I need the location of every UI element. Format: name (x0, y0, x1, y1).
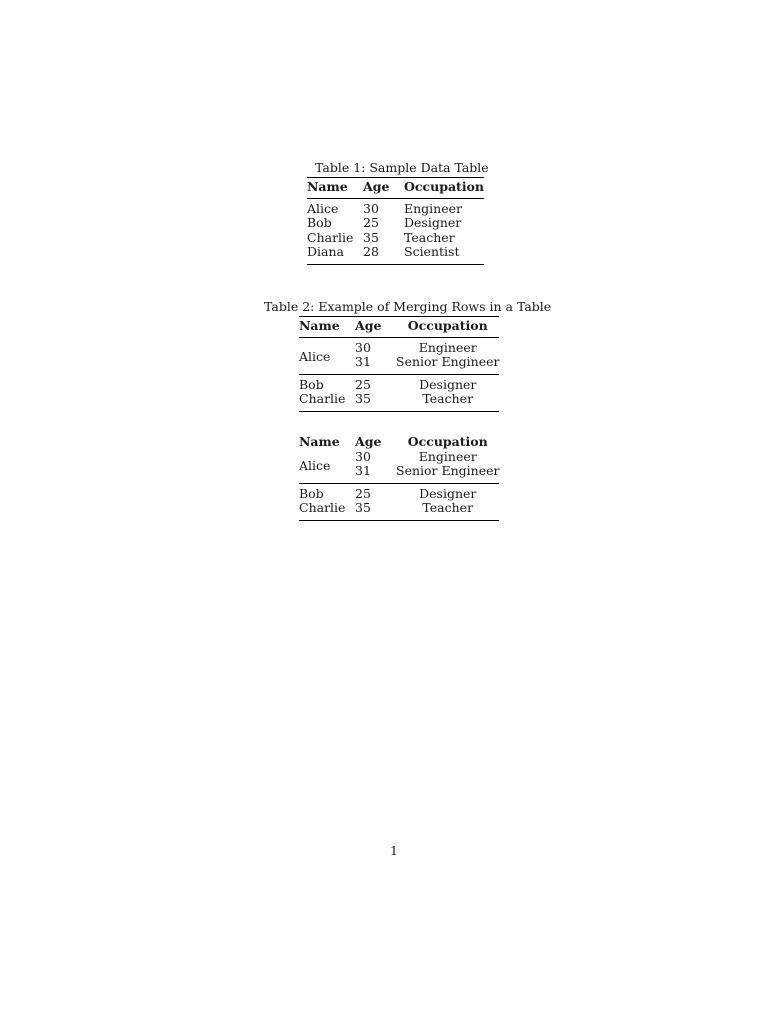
cell-name: Bob (299, 483, 355, 501)
cell-occupation: Teacher (422, 391, 474, 406)
cell-occupation: Designer (419, 485, 477, 501)
table-row (299, 450, 499, 465)
cell-age: 28 (363, 244, 379, 259)
cell-age: 25 (355, 485, 371, 501)
table2-caption: Table 2: Example of Merging Rows in a Table (264, 299, 552, 314)
table2 (299, 316, 499, 412)
cell-age: 25 (355, 376, 371, 392)
cell-age: 35 (355, 500, 371, 515)
cell-name: Diana (307, 244, 344, 259)
merged-cell-name: Alice (299, 457, 331, 473)
cell-occupation: Scientist (404, 244, 460, 259)
table-header-row (307, 178, 484, 199)
page-number: 1 (390, 843, 398, 858)
column-header-age: Age (355, 317, 396, 338)
cell-name: Bob (307, 215, 332, 230)
table-row (299, 374, 499, 392)
table-row (299, 392, 499, 411)
table-row (307, 216, 484, 231)
cell-name: Alice (307, 200, 339, 216)
cell-age: 30 (363, 200, 379, 216)
cell-occupation: Designer (404, 215, 462, 230)
column-header-occupation: Occupation (396, 317, 499, 338)
cell-name: Charlie (299, 500, 346, 515)
cell-age: 35 (355, 391, 371, 406)
cell-name: Charlie (307, 229, 354, 245)
cell-age: 31 (355, 355, 396, 374)
column-header-name: Name (299, 317, 355, 338)
cell-age: 35 (363, 229, 379, 245)
column-header-occupation: Occupation (407, 434, 488, 449)
column-header-name: Name (307, 178, 363, 199)
table3 (299, 435, 499, 521)
table-row (299, 501, 499, 520)
table-row (299, 337, 499, 355)
cell-occupation: Engineer (418, 339, 477, 355)
table1-grid (307, 177, 484, 265)
table3-grid (299, 435, 499, 521)
column-header-occupation: Occupation (404, 178, 484, 199)
cell-occupation: Senior Engineer (396, 464, 499, 483)
merged-cell-name: Alice (299, 348, 331, 364)
column-header-age: Age (355, 434, 382, 449)
cell-age: 30 (355, 339, 371, 355)
table-row (299, 483, 499, 501)
cell-occupation: Senior Engineer (396, 355, 499, 374)
column-header-age: Age (363, 178, 404, 199)
table-row (307, 198, 484, 216)
column-header-name: Name (299, 434, 340, 449)
cell-name: Bob (299, 374, 355, 392)
table1 (307, 177, 484, 265)
cell-age: 25 (363, 215, 379, 230)
table-row (307, 231, 484, 246)
cell-occupation: Teacher (404, 229, 455, 245)
cell-occupation: Engineer (404, 200, 462, 216)
cell-name: Charlie (299, 391, 346, 406)
cell-occupation: Teacher (422, 500, 474, 515)
table2-grid (299, 316, 499, 412)
cell-age: 31 (355, 464, 396, 483)
cell-occupation: Engineer (418, 448, 477, 464)
table1-caption: Table 1: Sample Data Table (315, 160, 489, 175)
table-row (307, 245, 484, 264)
table-header-row (299, 435, 499, 450)
cell-age: 30 (355, 448, 371, 464)
table-header-row (299, 317, 499, 338)
cell-occupation: Designer (419, 376, 477, 392)
